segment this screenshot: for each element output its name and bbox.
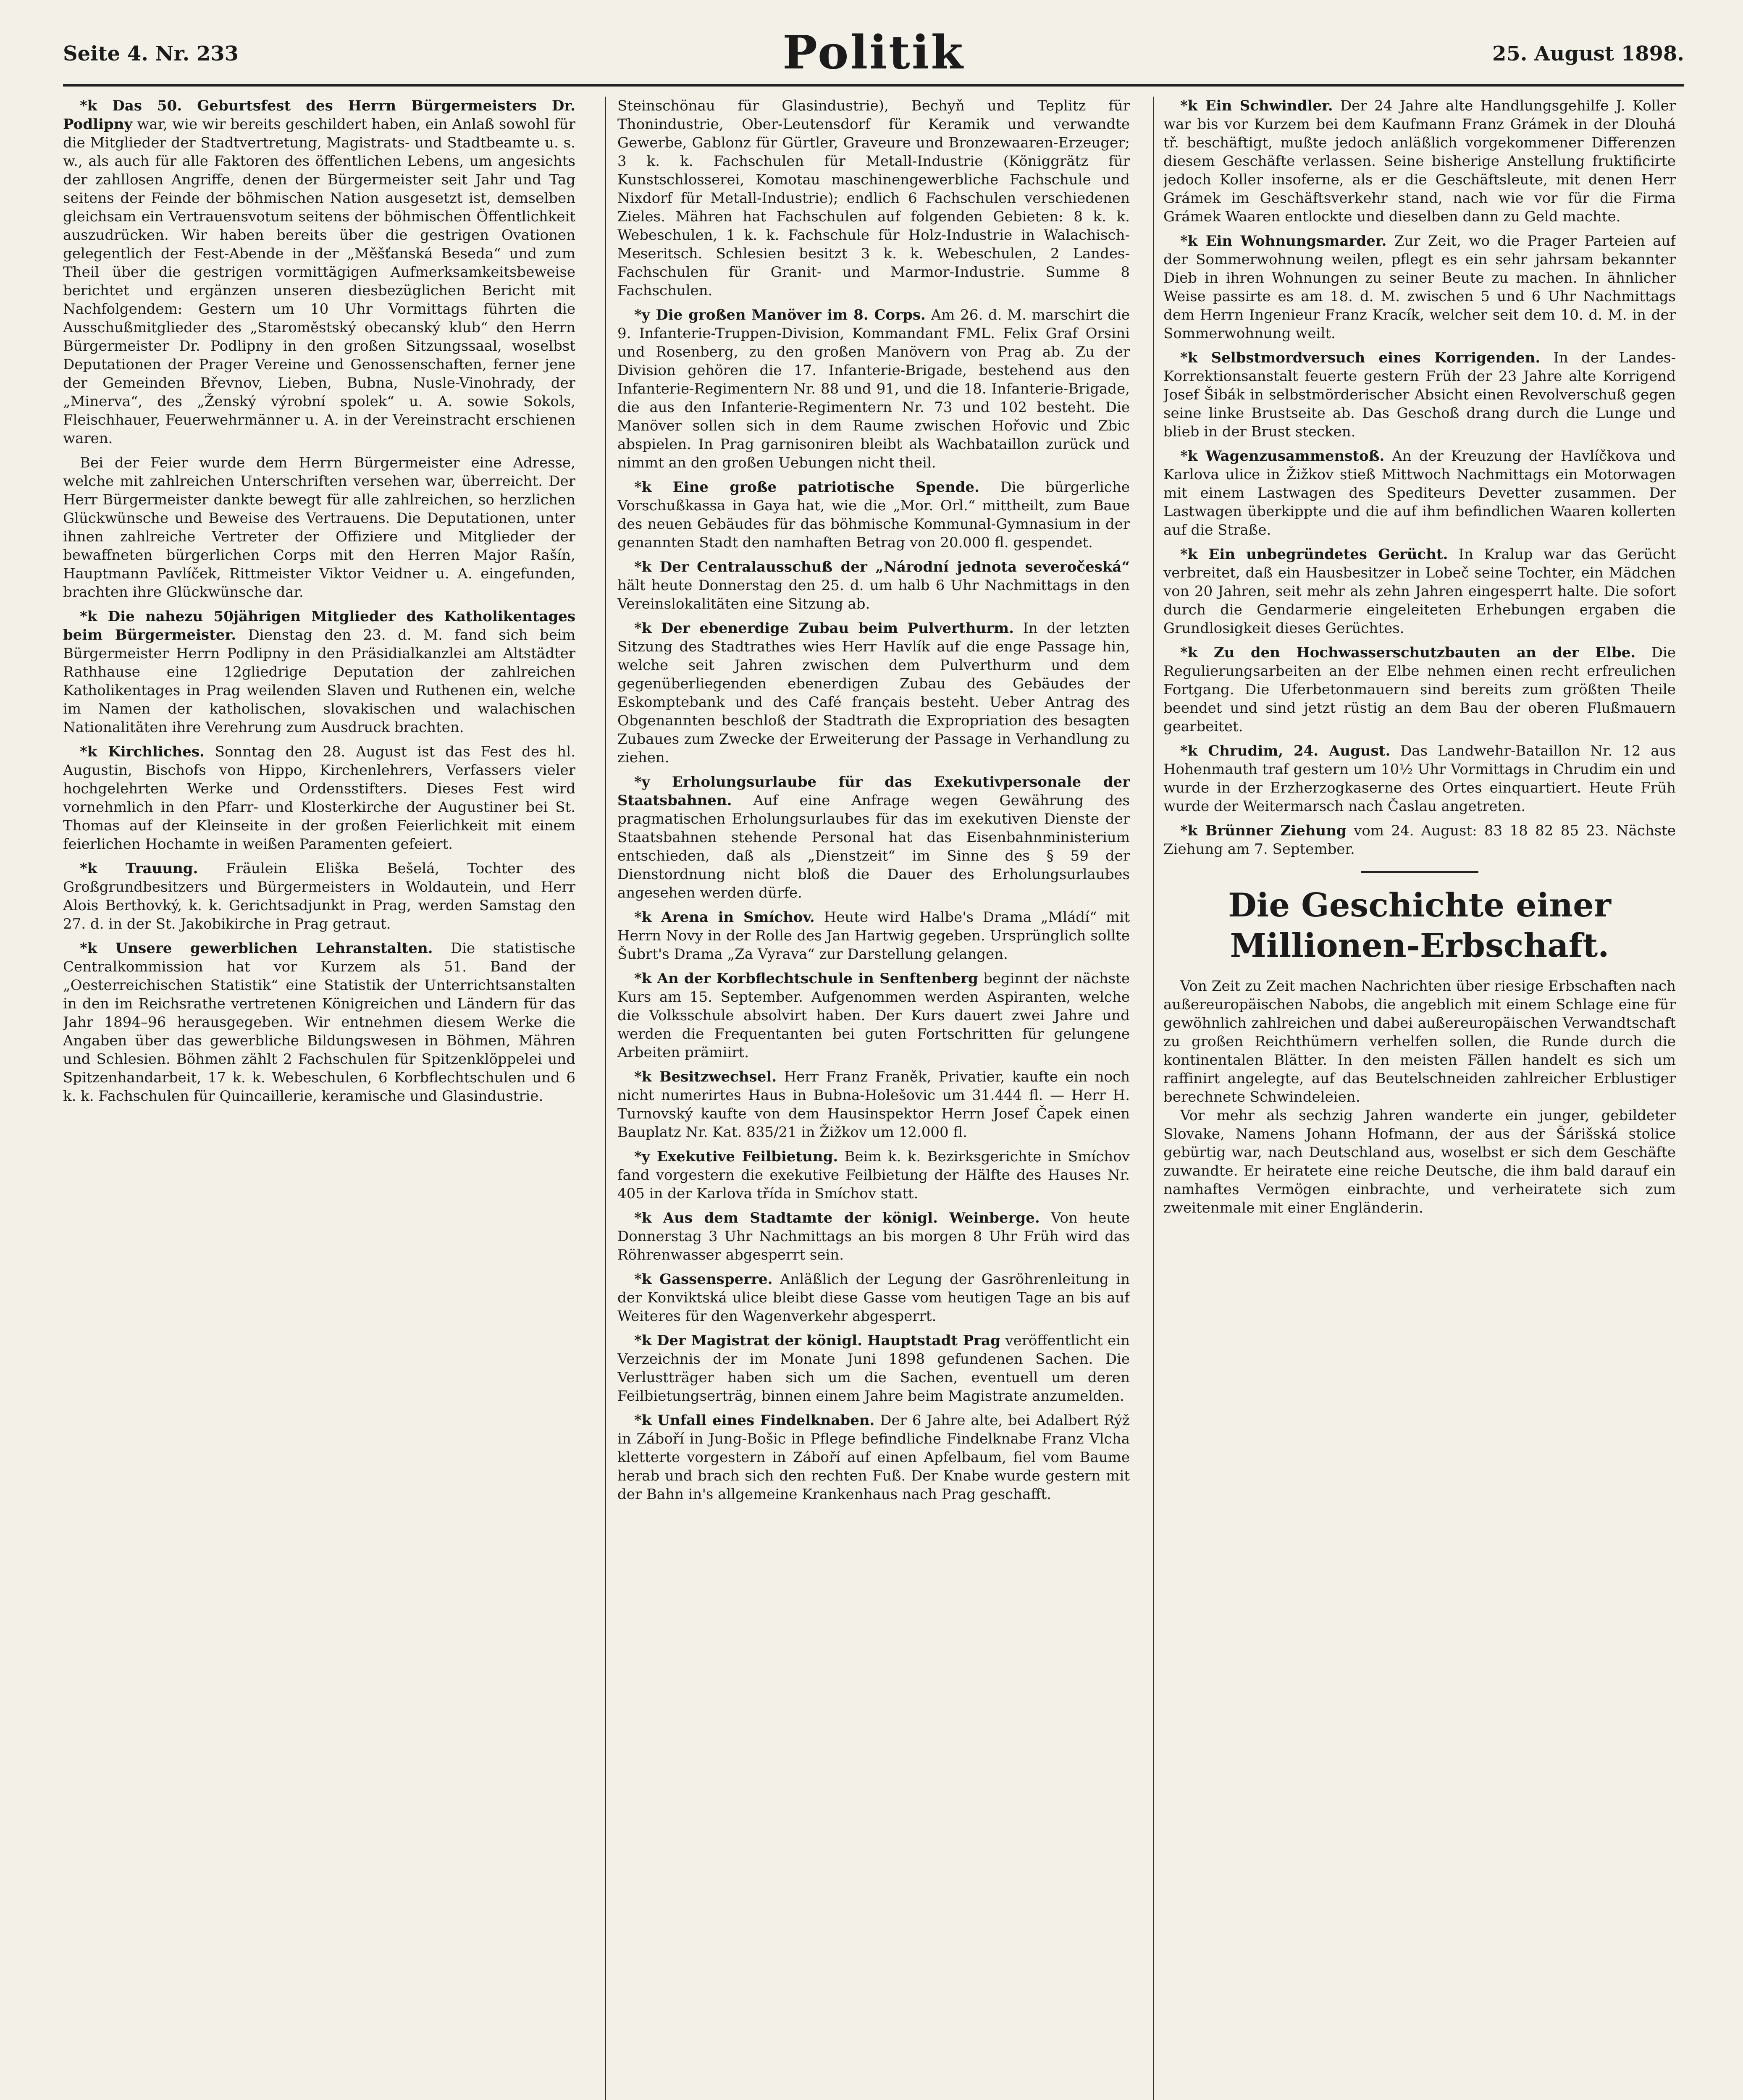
column-3 [1163,97,1676,2100]
article-headline: *k Ein Schwindler. [1180,97,1333,114]
article [1163,545,1676,638]
article-body: Das Landwehr-Bataillon Nr. 12 aus Hohenmauth traf gestern um 10½ Uhr Vormittags in Chrudim ein und wurde in der Erzherzogkaserne des Ortes einquartiert. Heute Früh wurde der Weitermarsch nach Časlau angetreten. [1163,743,1676,815]
column-divider [1153,97,1154,2100]
article-headline: *k Eine große patriotische Spende. [634,479,979,496]
article-headline: *k Kirchliches. [80,743,205,760]
article [63,743,575,853]
article-body: Steinschönau für Glasindustrie), Bechyň und Teplitz für Thonindustrie, Ober-Leutensdorf für Keramik und verwandte Gewerbe, Gablonz für Gürtler, Graveure und Bronzewaaren-Erzeuger; 3 k. k. Fachschulen für Metall-Industrie (Königgrätz für Kunstschlosserei, Komotau maschinengewerbliche Fachschule und Nixdorf für Metall-Industrie); endlich 6 Fachschulen verschiedenen Zieles. Mähren hat Fachschulen auf folgenden Gebieten: 8 k. k. Webeschulen, 1 k. k. Fachschule für Holz-Industrie in Walachisch-Meseritsch. Schlesien besitzt 3 k. k. Webeschulen, 2 Landes-Fachschulen für Granit- und Marmor-Industrie. Summe 8 Fachschulen. [617,97,1130,299]
article-body: Zur Zeit, wo die Prager Parteien auf der Sommerwohnung weilen, pflegt es ein sehr jahrsam bekannter Dieb in ihren Wohnungen zu seiner Beute zu machen. In ähnlicher Weise passirte es am 18. d. M. zwischen 5 und 6 Uhr Nachmittags dem Herrn Ingenieur Franz Kracík, welcher seit dem 10. d. M. in der Sommerwohnung weilt. [1163,233,1676,342]
article [617,306,1130,472]
article-body: Auf eine Anfrage wegen Gewährung des pragmatischen Erholungsurlaubes für das im exekutiven Dienste der Staatsbahnen stehende Personal hat das Eisenbahnministerium entschieden, daß als „Dienstzeit“ im Sinne des § 59 der Dienstordnung nicht bloß die Dauer des Erholungsurlaubes angesehen werden dürfe. [617,792,1130,901]
article-headline: *k Ein unbegründetes Gerücht. [1180,546,1448,563]
article [617,1270,1130,1326]
article [63,97,575,448]
article-headline: *k Der ebenerdige Zubau beim Pulverthurm. [634,620,1014,637]
article-headline: *k Der Magistrat der königl. Hauptstadt Prag [634,1332,1000,1349]
article-body: beginnt der nächste Kurs am 15. September. Aufgenommen werden Aspiranten, welche die Volksschule absolvirt haben. Der Kurs dauert zwei Jahre und werden die Frequentanten bei guten Fortschritten für gelungene Arbeiten prämiirt. [617,970,1130,1061]
article [1163,97,1676,226]
article [1163,349,1676,441]
article [617,1147,1130,1203]
article-body: An der Kreuzung der Havlíčkova und Karlova ulice in Žižkov stieß Mittwoch Nachmittags ein Motorwagen mit einem Lastwagen des Spediteurs Devetter zusammen. Der Lastwagen überkippte und die auf ihm befindlichen Waaren kollerten auf die Straße. [1163,448,1676,538]
article-headline: *k Unfall eines Findelknaben. [634,1412,875,1429]
article-headline: *k Arena in Smíchov. [634,909,815,926]
article-body: Herr Franz Franěk, Privatier, kaufte ein noch nicht numerirtes Haus in Bubna-Holešovic um 31.444 fl. — Herr H. Turnovský kaufte von dem Hausinspektor Herrn Josef Čapek einen Bauplatz Nr. Kat. 835/21 in Žižkov um 12.000 fl. [617,1068,1130,1141]
featured-article-title: Die Geschichte einer Millionen-Erbschaft. [1228,886,1611,965]
article-body: war, wie wir bereits geschildert haben, ein Anlaß sowohl für die Mitglieder der Stadtvertretung, Magistrats- und Stadtbeamte u. s. w., als auch für alle Faktoren des öffentlichen Lebens, um angesichts der zahllosen Angriffe, denen der Bürgermeister seit Jahr und Tag seitens der Feinde der böhmischen Nation ausgesetzt ist, demselben gleichsam ein Vertrauensvotum seitens der böhmischen Öffentlichkeit auszudrücken. Wir haben bereits über die gestrigen Ovationen gelegentlich der Fest-Abende in der „Měšťanská Beseda“ und zum Theil über die gestrigen vormittägigen Aufmerksamkeitsbeweise berichtet und ergänzen unseren diesbezüglichen Bericht mit Nachfolgendem: Gestern um 10 Uhr Vormittags führten die Ausschußmitglieder des „Staroměstský obecanský klub“ den Herrn Bürgermeister Dr. Podlipny in den großen Sitzungssaal, woselbst Deputationen der Prager Vereine und Genossenschaften, ferner jene der Gemeinden Břevnov, Lieben, Bubna, Nusle-Vinohrady, der „Minerva“, des „Ženský výrobní spolek“ u. A. sowie Sokols, Fleischhauer, Feuerwehrmänner u. A. in der Vereinstracht erschienen waren. [63,116,575,447]
article [617,1209,1130,1264]
article [617,478,1130,552]
article-headline: *y Erholungsurlaube für das Exekutivpersonale der Staatsbahnen. [617,774,1130,809]
article-headline: *k Aus dem Stadtamte der königl. Weinberge. [634,1210,1040,1226]
page-header [63,25,1684,80]
article [617,1331,1130,1405]
article-body: vom 24. August: 83 18 82 85 23. Nächste Ziehung am 7. September. [1163,822,1676,858]
article-headline: *k Das 50. Geburtsfest des Herrn Bürgermeisters Dr. Podlipny [63,97,575,133]
page-number: Seite 4. Nr. 233 [63,42,239,66]
article [617,908,1130,963]
article [617,1068,1130,1142]
article-body: Der 24 Jahre alte Handlungsgehilfe J. Koller war bis vor Kurzem bei dem Kaufmann Franz Grámek in der Dlouhá tř. beschäftigt, mußte jedoch anläßlich vorgekommener Differenzen diesem Geschäfte verlassen. Seine bisherige Anstellung fruktificirte jedoch Koller insoferne, als er die Geschäftsleute, mit denen Herr Grámek im Geschäftsverkehr stand, nach wie vor für die Firma Grámek Waaren entlockte und dieselben dann zu Geld machte. [1163,97,1676,225]
column-1 [63,97,575,2100]
article [1163,447,1676,539]
article-headline: *y Die großen Manöver im 8. Corps. [634,307,926,323]
article-body: Heute wird Halbe's Drama „Mládí“ mit Herrn Novy in der Rolle des Jan Hartwig gegeben. Ursprünglich sollte Šubrt's Drama „Za Vyrava“ zur Darstellung gelangen. [617,909,1130,963]
article-body: In Kralup war das Gerücht verbreitet, daß ein Hausbesitzer in Lobeč seine Tochter, ein Mädchen von 20 Jahren, seit mehr als zehn Jahren eingesperrt halte. Die sofort durch die Gendarmerie eingeleiteten Erhebungen ergaben die Grundlosigkeit dieses Gerüchtes. [1163,546,1676,637]
article-headline: *y Exekutive Feilbietung. [634,1148,838,1165]
article-body: Bei der Feier wurde dem Herrn Bürgermeister eine Adresse, welche mit zahlreichen Unterschriften versehen war, überreicht. Der Herr Bürgermeister dankte bewegt für alle zahlreichen, so herzlichen Glückwünsche und Beweise des Vertrauens. Die Deputationen, unter ihnen zahlreiche Vertreter der Offiziere und Mitglieder der bewaffneten bürgerlichen Corps mit den Herren Major Rašín, Hauptmann Pavlíček, Rittmeister Viktor Veidner u. A. eingefunden, brachten ihre Glückwünsche dar. [63,454,575,601]
article-body: veröffentlicht ein Verzeichnis der im Monate Juni 1898 gefundenen Sachen. Die Verlustträger haben sich um die Sachen, eventuell um deren Feilbietungserträg, binnen einem Jahre beim Magistrate anzumelden. [617,1332,1130,1404]
article-body: Beim k. k. Bezirksgerichte in Smíchov fand vorgestern die exekutive Feilbietung der Hälfte des Hauses Nr. 405 in der Karlova třída in Smíchov statt. [617,1148,1130,1202]
article-body: Dienstag den 23. d. M. fand sich beim Bürgermeister Herrn Podlipny in den Präsidialkanzlei am Altstädter Rathhause eine 12gliedrige Deputation der zahlreichen Katholikentages in Prag weilenden Slaven und Ruthenen ein, welche im Namen der katholischen, slovakischen und walachischen Nationalitäten ihre Verehrung zum Ausdruck brachten. [63,627,575,736]
article-body: Die statistische Centralkommission hat vor Kurzem als 51. Band der „Oesterreichischen Statistik“ eine Statistik der Unterrichtsanstalten in den im Reichsrathe vertretenen Königreichen und Ländern für das Jahr 1894–96 herausgegeben. Wir entnehmen diesem Werke die Angaben über das gewerbliche Bildungswesen in Böhmen, Mähren und Schlesien. Böhmen zählt 2 Fachschulen für Spitzenklöppelei und Spitzenhandarbeit, 17 k. k. Webeschulen, 6 Korbflechtschulen und 6 k. k. Fachschulen für Quincaillerie, keramische und Glasindustrie. [63,940,575,1105]
article-headline: *k Chrudim, 24. August. [1180,743,1391,759]
featured-article [1163,977,1676,1217]
article-body: Fräulein Eliška Bešelá, Tochter des Großgrundbesitzers und Bürgermeisters in Woldautein, und Herr Alois Berthovký, k. k. Gerichtsadjunkt in Prag, werden Samstag den 27. d. in der St. Jakobikirche in Prag getraut. [63,860,575,932]
article-headline: *k Selbstmordversuch eines Korrigenden. [1180,349,1541,366]
article-body: Der 6 Jahre alte, bei Adalbert Rýž in Záboří in Jung-Bošic in Pflege befindliche Findelknabe Franz Vlcha kletterte vorgestern in Záboří auf einen Apfelbaum, fiel vom Baume herab und brach sich den rechten Fuß. Der Knabe wurde gestern mit der Bahn in's allgemeine Krankenhaus nach Prag geschafft. [617,1412,1130,1503]
article [1163,232,1676,343]
article-headline: *k Ein Wohnungsmarder. [1180,233,1387,249]
article-headline: *k Trauung. [80,860,198,877]
article [617,1411,1130,1504]
article [617,969,1130,1062]
column-divider [605,97,606,2100]
article [1163,822,1676,858]
section-separator [1361,871,1478,873]
article-body: Die bürgerliche Vorschußkassa in Gaya hat, wie die „Mor. Orl.“ mittheilt, zum Baue des neuen Gebäudes für das böhmische Kommunal-Gymnasium in der genannten Stadt den namhaften Betrag von 20.000 fl. gespendet. [617,479,1130,551]
article [617,97,1130,300]
article-headline: *k Zu den Hochwasserschutzbauten an der Elbe. [1180,644,1636,661]
article-headline: *k Die nahezu 50jährigen Mitglieder des Katholikentages beim Bürgermeister. [63,608,575,643]
article [617,619,1130,767]
article-body: Anläßlich der Legung der Gasröhrenleitung in der Konviktská ulice bleibt diese Gasse vom heutigen Tage an bis auf Weiteres für den Wagenverkehr abgesperrt. [617,1271,1130,1325]
article-body: Von heute Donnerstag 3 Uhr Nachmittags an bis morgen 8 Uhr Früh wird das Röhrenwasser abgesperrt sein. [617,1210,1130,1263]
article-headline: *k Besitzwechsel. [634,1068,777,1085]
issue-date: 25. August 1898. [1492,42,1684,66]
article-headline: *k Gassensperre. [634,1271,773,1288]
article-headline: *k Unsere gewerblichen Lehranstalten. [80,940,433,957]
article [63,859,575,933]
article-headline: *k Brünner Ziehung [1180,822,1347,839]
column-2 [617,97,1130,2100]
article [617,773,1130,902]
article-headline: *k Wagenzusammenstoß. [1180,448,1385,465]
article-body: Die Regulierungsarbeiten an der Elbe nehmen einen recht erfreulichen Fortgang. Die Uferbetonmauern sind bereits zum größten Theile beendet und sind jetzt rüstig an dem Bau der oberen Flußmauern gearbeitet. [1163,644,1676,735]
article-body: In der letzten Sitzung des Stadtrathes wies Herr Havlík auf die enge Passage hin, welche seit Jahren zwischen dem Pulverthurm und dem gegenüberliegenden ebenerdigen Zubau des Gebäudes der Eskomptebank und des Café français besteht. Ueber Antrag des Obgenannten beschloß der Stadtrath die Expropriation des besagten Zubaues zum Zwecke der Erweiterung der Passage in Verhandlung zu ziehen. [617,620,1130,766]
article-headline: *k An der Korbflechtschule in Senftenberg [634,970,978,987]
article [63,939,575,1105]
article-body: hält heute Donnerstag den 25. d. um halb 6 Uhr Nachmittags in den Vereinslokalitäten eine Sitzung ab. [617,577,1130,612]
featured-paragraph: Vor mehr als sechzig Jahren wanderte ein junger, gebildeter Slovake, Namens Johann Hofmann, der aus der Šárišská stolice gebürtig war, nach Deutschland aus, woselbst er sich dem Geschäfte zuwandte. Er heiratete eine reiche Deutsche, die ihm bald darauf ein namhaftes Vermögen einbrachte, und verheiratete sich zum zweitenmale mit einer Engländerin. [1163,1107,1676,1216]
article [617,558,1130,613]
article-headline: *k Der Centralausschuß der „Národní jednota severočeská“ [634,559,1130,575]
header-rule [63,84,1684,87]
featured-paragraph: Von Zeit zu Zeit machen Nachrichten über riesige Erbschaften nach außereuropäischen Nabobs, die angeblich mit einem Schlage eine für gewöhnlich zahlreichen und dabei außereuropäischen Verwandtschaft zu großen Reichthümern verhelfen sollen, die Runde durch die kontinentalen Blätter. In den meisten Fällen handelt es sich um raffinirt angelegte, auf das Beutelschneiden zahlreicher Erblustiger berechnete Schwindeleien. [1163,978,1676,1105]
article-body: Am 26. d. M. marschirt die 9. Infanterie-Truppen-Division, Kommandant FML. Felix Graf Orsini und Rosenberg, zu den großen Manövern von Prag ab. Zu der Division gehören die 17. Infanterie-Brigade, bestehend aus den Infanterie-Regimentern Nr. 88 und 91, und die 18. Infanterie-Brigade, die aus den Infanterie-Regimentern Nr. 73 und 102 besteht. Die Manöver sollen sich in dem Raume zwischen Hořovic und Zbic abspielen. In Prag garnisoniren bleibt als Wachbataillon zurück und nimmt an den großen Uebungen nicht theil. [617,307,1130,471]
article [63,454,575,601]
article [1163,742,1676,816]
article [1163,643,1676,736]
section-title: Politik [782,25,965,79]
article-body: In der Landes-Korrektionsanstalt feuerte gestern Früh der 23 Jahre alte Korrigend Josef Šibák in selbstmörderischer Absicht einen Revolverschuß gegen seine linke Brustseite ab. Das Geschoß drang durch die Lunge und blieb in der Brust stecken. [1163,349,1676,440]
article [63,607,575,737]
article-body: Sonntag den 28. August ist das Fest des hl. Augustin, Bischofs von Hippo, Kirchenlehrers, Verfassers vieler hochgelehrten Werke und Ordensstifters. Dieses Fest wird vornehmlich in den Pfarr- und Klosterkirche der Augustiner bei St. Thomas auf der Kleinseite in der großen Feierlichkeit mit einem feierlichen Hochamte in weißen Paramenten gefeiert. [63,743,575,853]
